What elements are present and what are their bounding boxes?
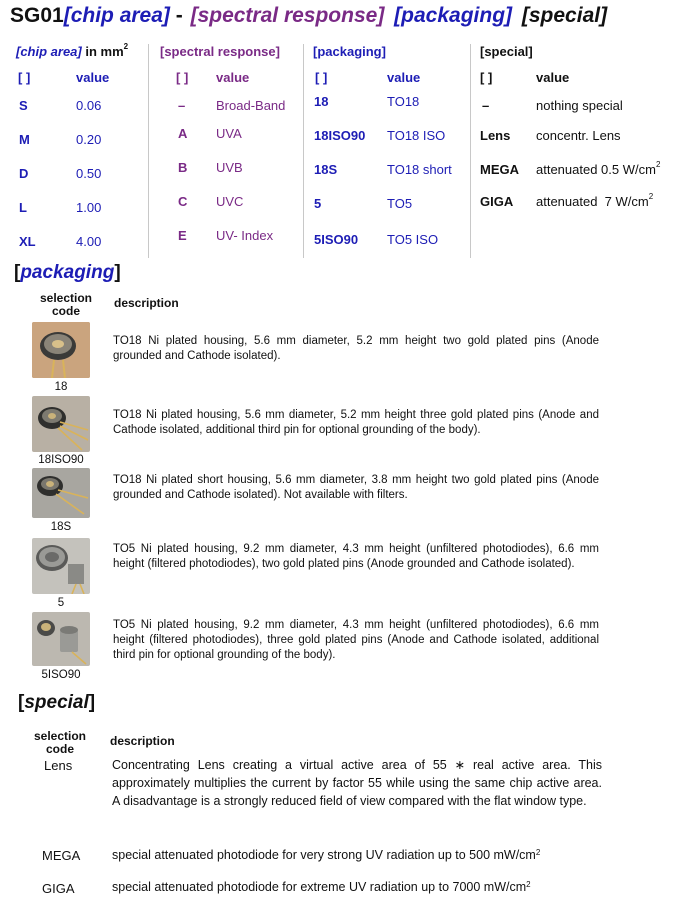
special-value <box>536 162 660 177</box>
packaging-code: 18 <box>314 94 329 109</box>
spectral-code: A <box>178 126 188 141</box>
chip-area-value: 0.50 <box>76 166 102 181</box>
packaging-code: 18ISO90 <box>314 128 366 143</box>
to18-short-package-photo <box>32 468 90 518</box>
special-value-sup: 2 <box>655 160 661 169</box>
special-value: nothing special <box>536 98 623 113</box>
packaging-col-value: value <box>387 70 421 85</box>
special-col-description: description <box>110 734 175 748</box>
title-special: [special] <box>521 4 608 27</box>
special-value-text: attenuated 0.5 W/cm <box>536 162 656 177</box>
chip-area-header-sup: 2 <box>123 42 129 51</box>
packaging-value: TO18 ISO <box>387 128 446 143</box>
special-section-heading: [special] <box>18 692 96 713</box>
spectral-value: UV- Index <box>216 228 274 243</box>
spectral-value: UVB <box>216 160 243 175</box>
special-col-selection-code: selection code <box>33 729 87 756</box>
packaging-column <box>313 44 468 258</box>
special-description <box>112 846 632 864</box>
chip-area-value: 1.00 <box>76 200 102 215</box>
title-spectral-response: [spectral response] <box>190 4 385 27</box>
special-column <box>480 44 676 258</box>
special-header: [special] <box>480 44 533 59</box>
chip-area-header <box>16 44 128 59</box>
special-selection-code: GIGA <box>42 881 75 896</box>
table-divider <box>148 44 149 258</box>
chip-area-col-code: [ ] <box>18 70 31 85</box>
packaging-value: TO18 <box>387 94 420 109</box>
packaging-selection-code: 5ISO90 <box>41 669 81 681</box>
special-col-code: [ ] <box>480 70 493 85</box>
packaging-description: TO5 Ni plated housing, 9.2 mm diameter, 4.3 mm height (unfiltered photodiodes), 6.6 mm height (filtered photodiodes), two gold plated pins (Anode grounded and Cathode isolated). <box>113 543 599 570</box>
special-value-sup: 2 <box>648 192 654 201</box>
special-value: concentr. Lens <box>536 128 621 143</box>
to18-package-icon <box>32 322 90 378</box>
special-description: Concentrating Lens creating a virtual active area of 55 ∗ real active area. This approximately multiplies the current by factor 55 while using the same chip active area. A disadvantage is a strongly reduced field of view compared with the flat window type. <box>112 758 602 808</box>
special-code: GIGA <box>480 194 514 209</box>
special-description-sup: 2 <box>535 848 541 857</box>
spectral-code: E <box>178 228 187 243</box>
spectral-value: UVA <box>216 126 242 141</box>
packaging-code: 5ISO90 <box>314 232 359 247</box>
packaging-header: [packaging] <box>313 44 386 59</box>
chip-area-column <box>16 44 146 258</box>
to18-short-package-icon <box>32 468 90 518</box>
packaging-description: TO18 Ni plated short housing, 5.6 mm diameter, 3.8 mm height two gold plated pins (Anode grounded and Cathode isolated). Not available with filters. <box>113 474 599 501</box>
special-selection-code: MEGA <box>42 848 81 863</box>
spectral-col-value: value <box>216 70 250 85</box>
packaging-value: TO18 short <box>387 162 452 177</box>
spectral-value: UVC <box>216 194 244 209</box>
to18-iso-package-icon <box>32 396 90 452</box>
chip-area-code: D <box>19 166 29 181</box>
packaging-col-selection-code: selection code <box>39 291 93 318</box>
packaging-value: TO5 ISO <box>387 232 439 247</box>
chip-area-value: 4.00 <box>76 234 102 249</box>
spectral-value: Broad-Band <box>216 98 286 113</box>
spectral-code: B <box>178 160 188 175</box>
packaging-col-description: description <box>114 296 179 310</box>
packaging-selection-code: 18S <box>50 521 72 533</box>
spectral-header: [spectral response] <box>160 44 280 59</box>
special-value <box>536 194 653 209</box>
chip-area-code: M <box>19 132 30 147</box>
packaging-value: TO5 <box>387 196 413 211</box>
spectral-code: C <box>178 194 188 209</box>
special-section-title: special <box>24 692 89 713</box>
chip-area-header-label: [chip area] <box>16 44 82 59</box>
special-description-text: special attenuated photodiode for very strong UV radiation up to 500 mW/cm <box>112 848 536 862</box>
packaging-selection-code: 5 <box>57 597 65 609</box>
special-code: Lens <box>480 128 511 143</box>
to5-iso-package-photo <box>32 612 90 666</box>
special-code: MEGA <box>480 162 519 177</box>
packaging-code: 18S <box>314 162 338 177</box>
packaging-code: 5 <box>314 196 322 211</box>
special-value-text: attenuated 7 W/cm <box>536 194 649 209</box>
to5-package-photo <box>32 538 90 594</box>
to5-iso-package-icon <box>32 612 90 666</box>
title-separator: - <box>169 4 189 27</box>
table-divider <box>303 44 304 258</box>
to18-iso-package-photo <box>32 396 90 452</box>
spectral-col-code: [ ] <box>176 70 189 85</box>
title-chip-area: [chip area] <box>63 4 170 27</box>
packaging-description: TO18 Ni plated housing, 5.6 mm diameter, 5.2 mm height two gold plated pins (Anode grounded and Cathode isolated). <box>113 335 599 362</box>
chip-area-code: XL <box>19 234 36 249</box>
title-part-number: SG01 <box>10 4 64 27</box>
special-description-text: special attenuated photodiode for extreme UV radiation up to 7000 mW/cm <box>112 880 527 894</box>
chip-area-code: S <box>19 98 28 113</box>
packaging-description: TO5 Ni plated housing, 9.2 mm diameter, 4.3 mm height (unfiltered photodiodes), 6.6 mm height (filtered photodiodes), three gold plated pins (Anode and Cathode isolated, additional third pin for optional grounding of the body). <box>113 619 599 661</box>
title-packaging: [packaging] <box>394 4 513 27</box>
chip-area-value: 0.20 <box>76 132 102 147</box>
page-title <box>10 4 607 28</box>
packaging-section-heading: [packaging] <box>14 262 121 283</box>
chip-area-value: 0.06 <box>76 98 102 113</box>
chip-area-code: L <box>19 200 27 215</box>
packaging-section-title: packaging <box>20 262 115 283</box>
special-col-value: value <box>536 70 570 85</box>
special-description-sup: 2 <box>526 880 531 889</box>
chip-area-header-unit: in mm <box>81 44 124 59</box>
special-description <box>112 878 632 896</box>
to5-package-icon <box>32 538 90 594</box>
special-code: – <box>482 98 490 113</box>
packaging-description: TO18 Ni plated housing, 5.6 mm diameter, 5.2 mm height three gold plated pins (Anode and Cathode isolated, additional third pin for optional grounding of the body). <box>113 409 599 436</box>
to18-package-photo <box>32 322 90 378</box>
special-selection-code: Lens <box>44 758 73 773</box>
packaging-selection-code: 18 <box>54 381 68 393</box>
packaging-selection-code: 18ISO90 <box>38 454 84 466</box>
spectral-code: – <box>178 98 186 113</box>
table-divider <box>470 44 471 258</box>
packaging-col-code: [ ] <box>315 70 328 85</box>
chip-area-col-value: value <box>76 70 110 85</box>
spectral-column <box>160 44 300 258</box>
